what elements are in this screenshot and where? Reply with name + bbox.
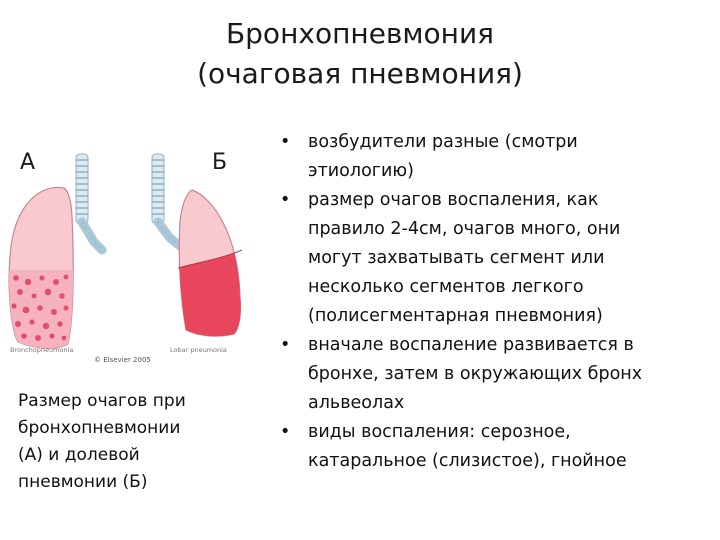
bullet-item [274, 418, 718, 476]
bullet-line: альвеолах [308, 393, 405, 413]
title-line-1: Бронхопневмония [225, 17, 495, 50]
bullet-marker: • [280, 132, 291, 152]
bullet-line: бронхе, затем в окружающих бронх [308, 364, 643, 384]
figure-label-left: Bronchopneumonia [10, 346, 74, 354]
figure-copyright: © Elsevier 2005 [94, 356, 151, 364]
bullet-line: (полисегментарная пневмония) [308, 306, 603, 326]
bullet-line: катаральное (слизистое), гнойное [308, 451, 627, 471]
lung-a-group [2, 154, 102, 360]
bullet-marker: • [280, 422, 291, 442]
bullet-line: размер очагов воспаления, как [308, 190, 599, 210]
bronchus-a [82, 222, 102, 250]
caption-line: (А) и долевой [18, 445, 140, 465]
bullet-marker: • [280, 190, 291, 210]
trachea-a [76, 154, 102, 250]
bullet-item [274, 331, 718, 418]
caption-line: Размер очагов при [18, 391, 186, 411]
caption-line: бронхопневмонии [18, 418, 181, 438]
figure-label-right: Lobar pneumonia [170, 346, 227, 354]
bullet-line: вначале воспаление развивается в [308, 335, 634, 355]
bullet-line: этиологию) [308, 161, 414, 181]
bullet-item [274, 128, 718, 186]
bullet-list [274, 128, 718, 476]
bullet-line: несколько сегментов легкого [308, 277, 584, 297]
bullet-line: возбудители разные (смотри [308, 132, 578, 152]
label-a: А [20, 150, 36, 175]
lung-b-group [152, 154, 242, 346]
bronchus-b [158, 222, 180, 246]
lungs-illustration [2, 146, 242, 366]
bullet-item [274, 186, 718, 331]
slide-title [0, 14, 720, 94]
bullet-line: могут захватывать сегмент или [308, 248, 605, 268]
bullet-marker: • [280, 335, 291, 355]
caption-line: пневмонии (Б) [18, 472, 148, 492]
title-line-2: (очаговая пневмония) [197, 57, 523, 90]
label-b: Б [212, 150, 228, 175]
figure-caption [18, 388, 238, 496]
bullet-line: виды воспаления: серозное, [308, 422, 571, 442]
bullet-line: правило 2-4см, очагов много, они [308, 219, 621, 239]
trachea-b [152, 154, 180, 246]
